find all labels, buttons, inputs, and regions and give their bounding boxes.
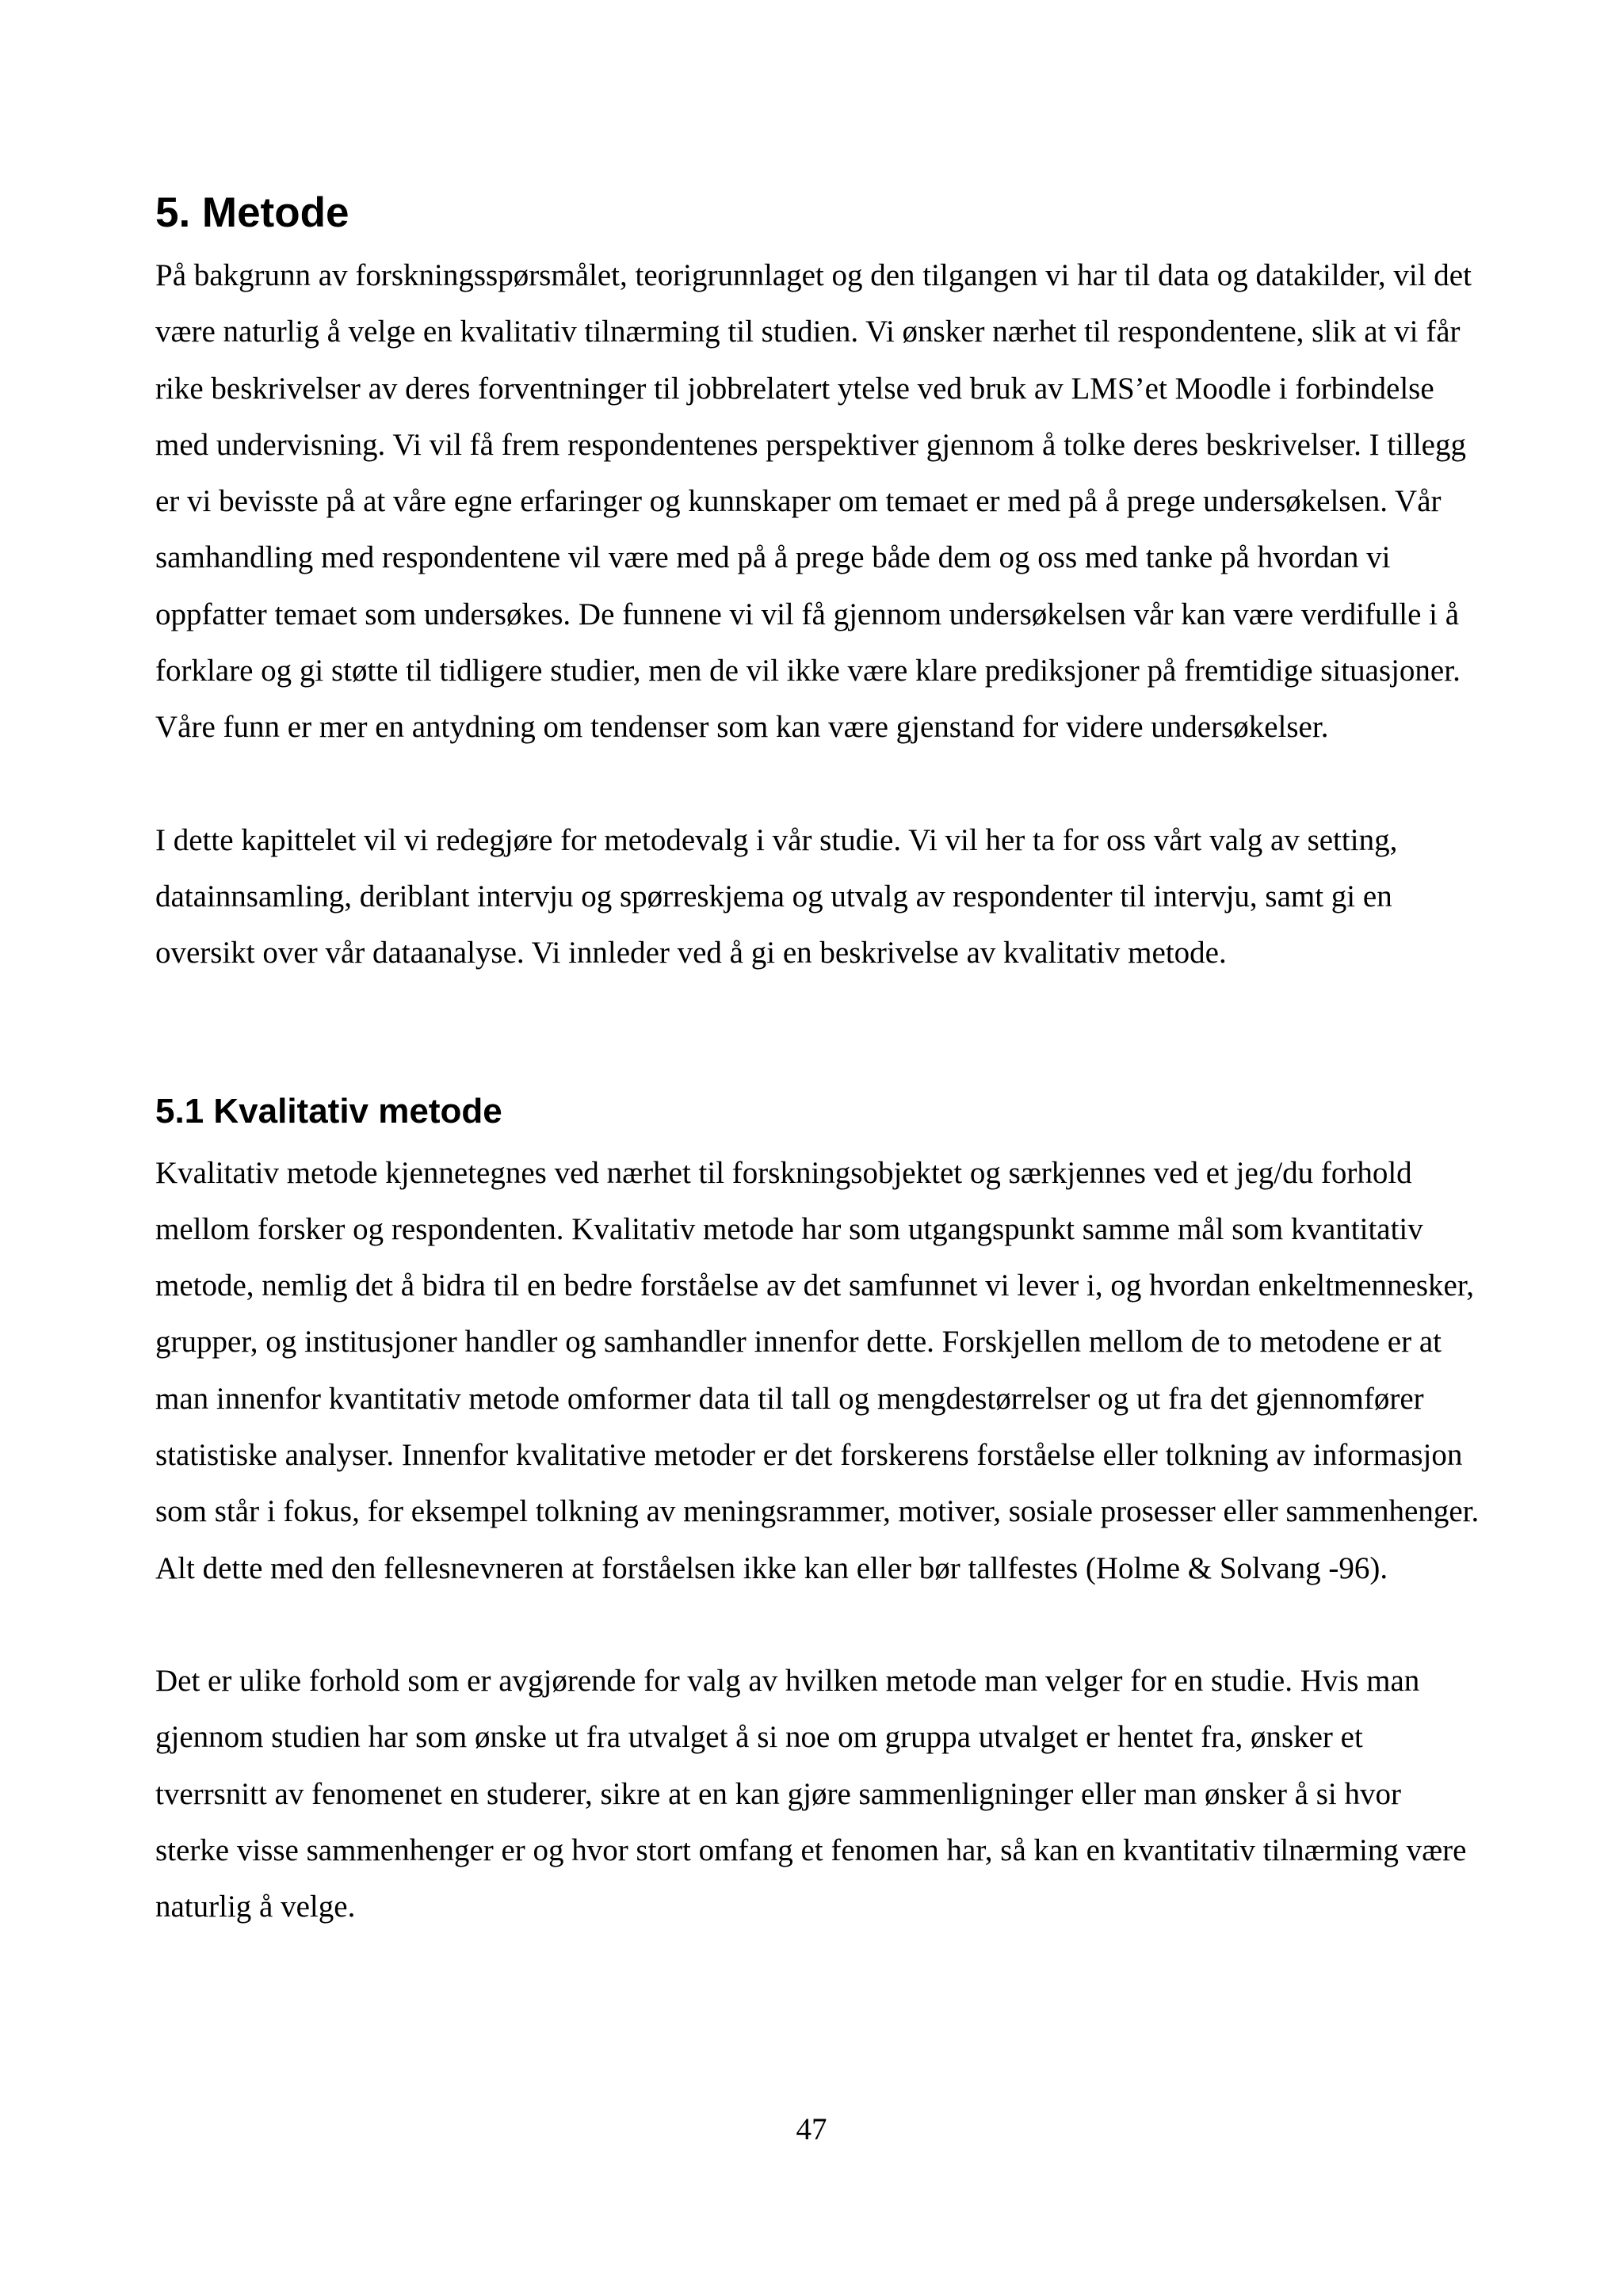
intro-paragraph: På bakgrunn av forskningsspørsmålet, teorigrunnlaget og den tilgangen vi har til data og datakilder, vil det være naturlig å velge en kvalitativ tilnærming til studien. Vi ønsker nærhet til respondentene, slik at vi får rike beskrivelser av deres forventninger til jobbrelatert ytelse ved bruk av LMS’et Moodle i forbindelse med undervisning. Vi vil få frem respondentenes perspektiver gjennom å tolke deres beskrivelser. I tillegg er vi bevisste på at våre egne erfaringer og kunnskaper om temaet er med på å prege undersøkelsen. Vår samhandling med respondentene vil være med på å prege både dem og oss med tanke på hvordan vi oppfatter temaet som undersøkes. De funnene vi vil få gjennom undersøkelsen vår kan være verdifulle i å forklare og gi støtte til tidligere studier, men de vil ikke være klare prediksjoner på fremtidige situasjoner. Våre funn er mer en antydning om tendenser som kan være gjenstand for videre undersøkelser. [155, 258, 1472, 745]
section-heading: 5.1 Kvalitativ metode [155, 1091, 502, 1131]
chapter-heading: 5. Metode [155, 189, 349, 236]
chapter-overview-paragraph: I dette kapittelet vil vi redegjøre for metodevalg i vår studie. Vi vil her ta for oss vårt valg av setting, datainnsamling, deriblant intervju og spørreskjema og utvalg av respondenter til intervju, samt gi en oversikt over vår dataanalyse. Vi innleder ved å gi en beskrivelse av kvalitativ metode. [155, 822, 1398, 971]
method-choice-paragraph: Det er ulike forhold som er avgjørende for valg av hvilken metode man velger for en studie. Hvis man gjennom studien har som ønske ut fra utvalget å si noe om gruppa utvalget er hentet fra, ønsker et tverrsnitt av fenomenet en studerer, sikre at en kan gjøre sammenligninger eller man ønsker å si hvor sterke visse sammenhenger er og hvor stort omfang et fenomen har, så kan en kvantitativ tilnærming være naturlig å velge. [155, 1663, 1467, 1924]
qualitative-method-paragraph: Kvalitativ metode kjennetegnes ved nærhet til forskningsobjektet og særkjennes ved et jeg/du forhold mellom forsker og respondenten. Kvalitativ metode har som utgangspunkt samme mål som kvantitativ metode, nemlig det å bidra til en bedre forståelse av det samfunnet vi lever i, og hvordan enkeltmennesker, grupper, og institusjoner handler og samhandler innenfor dette. Forskjellen mellom de to metodene er at man innenfor kvantitativ metode omformer data til tall og mengdestørrelser og ut fra det gjennomfører statistiske analyser. Innenfor kvalitative metoder er det forskerens forståelse eller tolkning av informasjon som står i fokus, for eksempel tolkning av meningsrammer, motiver, sosiale prosesser eller sammenhenger. Alt dette med den fellesnevneren at forståelsen ikke kan eller bør tallfestes (Holme & Solvang -96). [155, 1155, 1480, 1585]
page-content [155, 184, 1480, 1935]
page-number: 47 [796, 2112, 827, 2146]
